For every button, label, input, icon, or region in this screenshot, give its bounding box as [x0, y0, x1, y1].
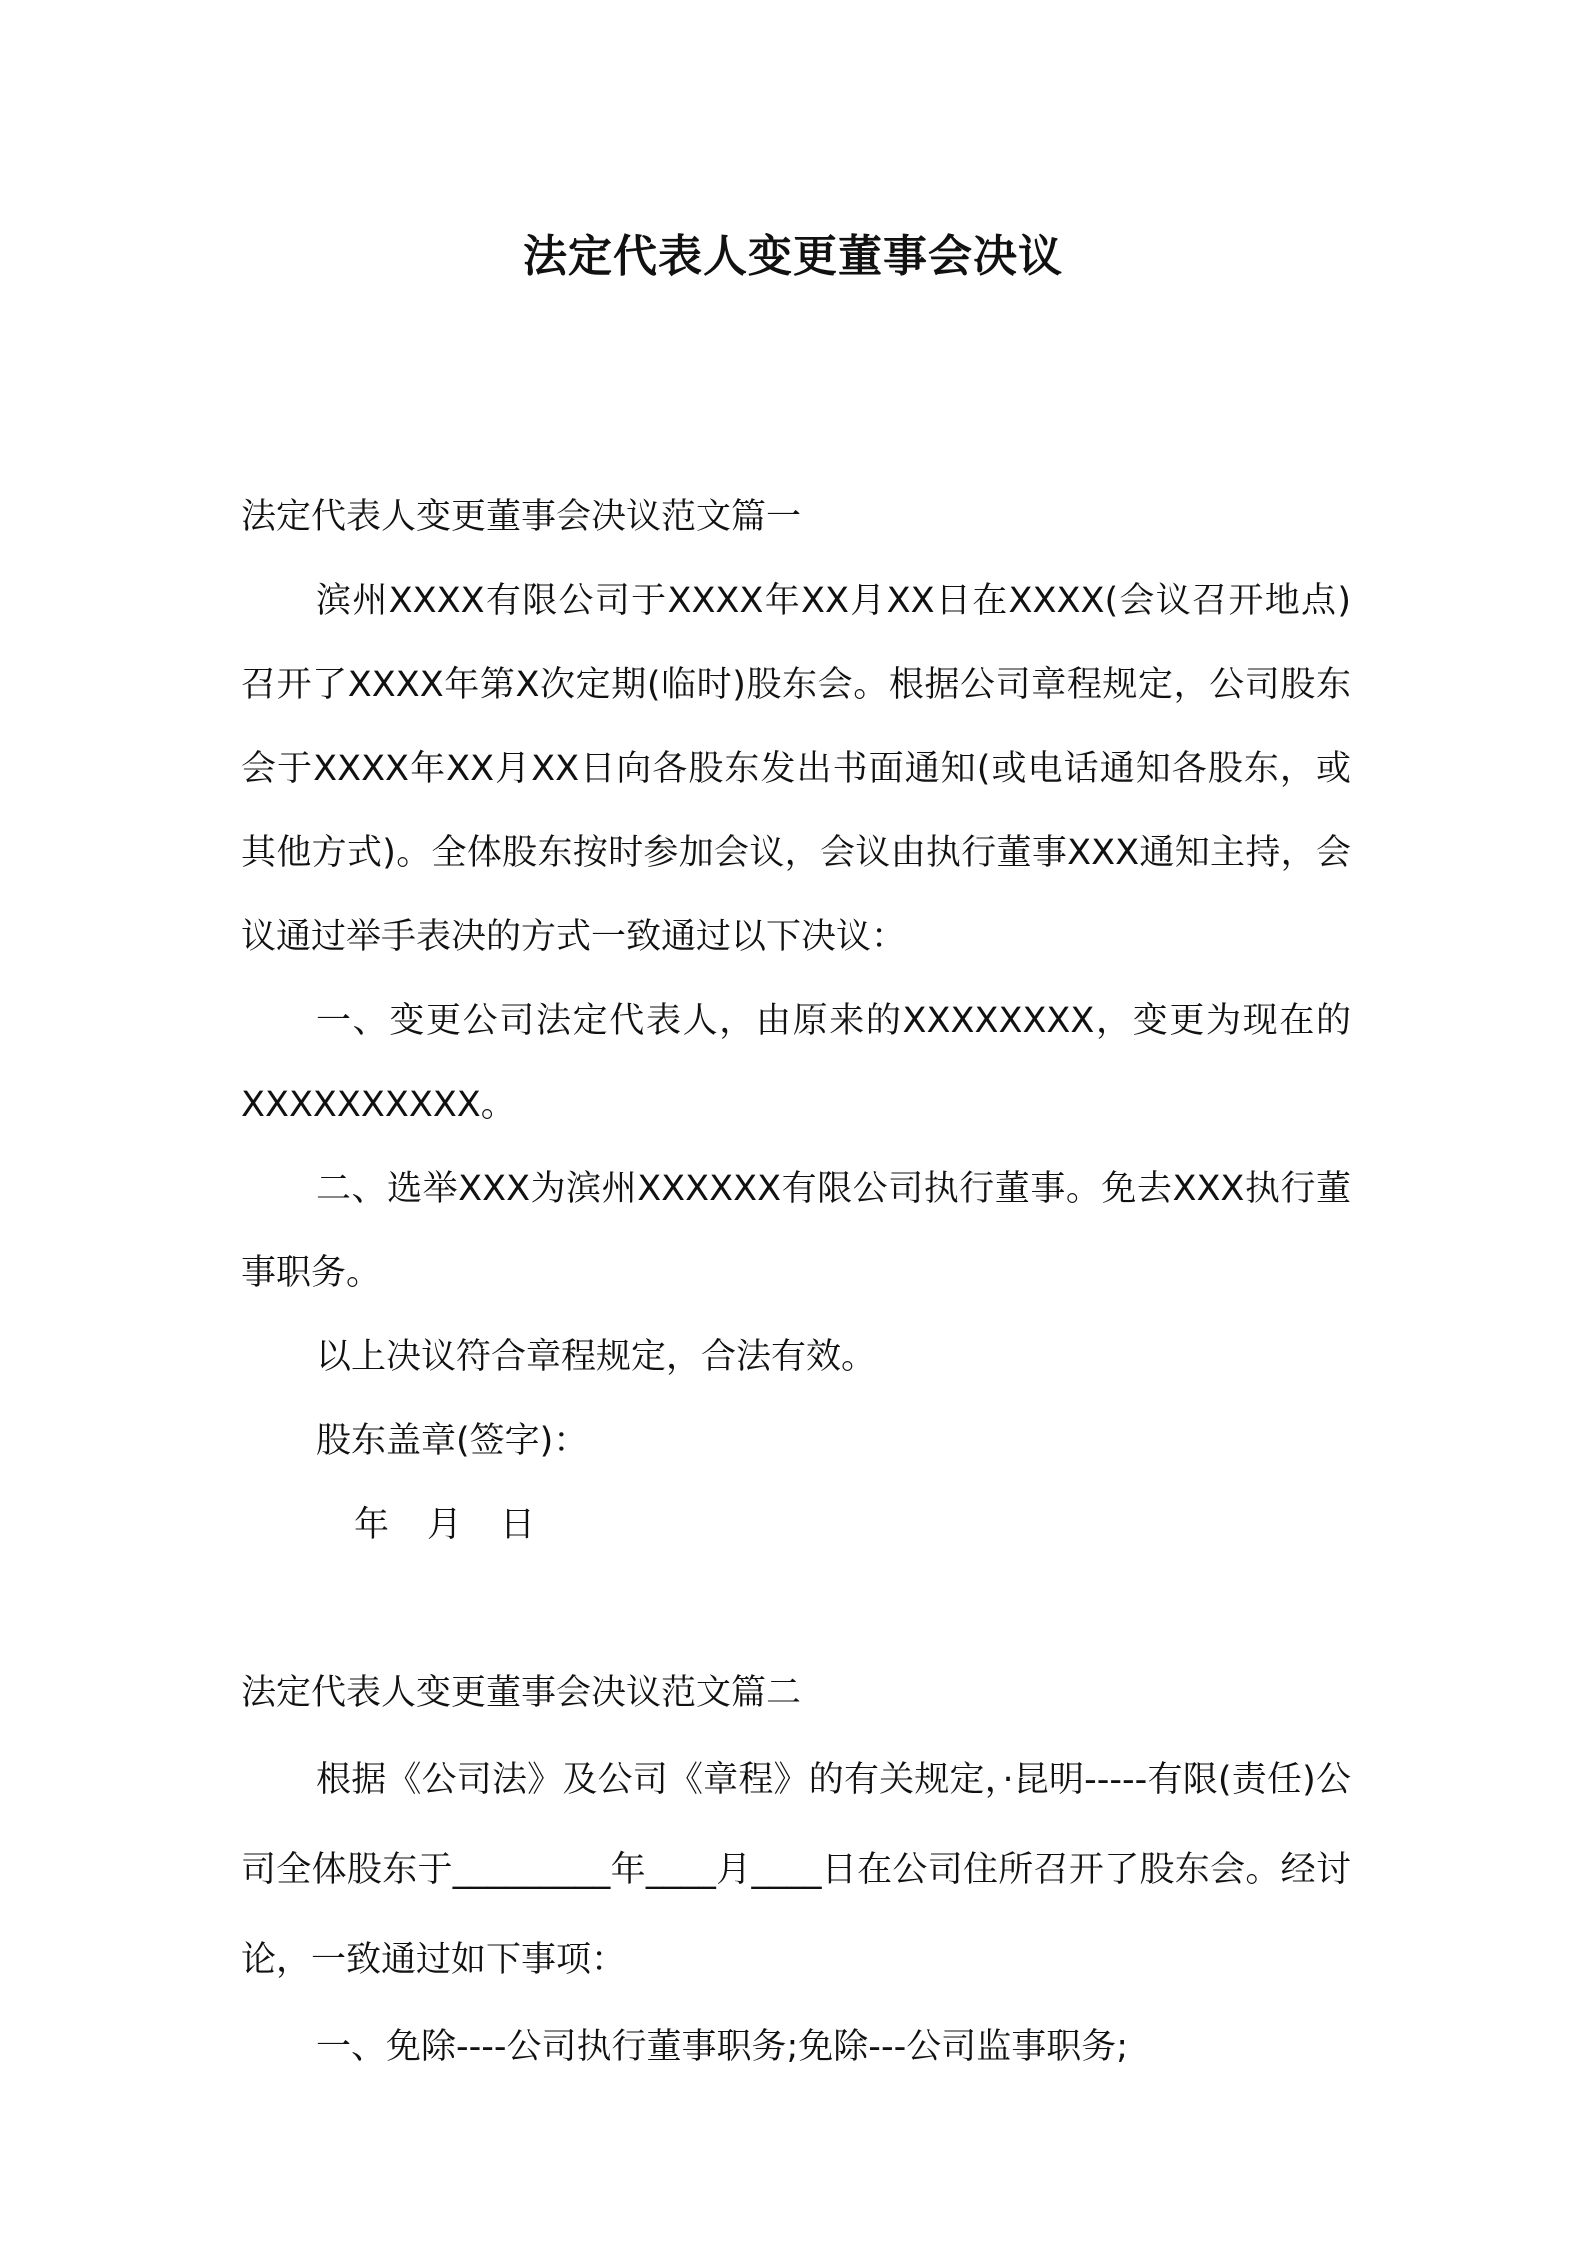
- section1-conclusion: 以上决议符合章程规定，合法有效。: [316, 1337, 877, 1377]
- section2-paragraph: 根据《公司法》及公司《章程》的有关规定，·昆明-----有限(责任)公司全体股东于_________年____月____日在公司住所召开了股东会。经讨论，一致通过如下事项：: [241, 1760, 1351, 1980]
- date-year-label: 年: [354, 1505, 390, 1545]
- document-title: 法定代表人变更董事会决议: [523, 231, 1063, 282]
- section1-item-2: 二、选举XXX为滨州XXXXXX有限公司执行董事。免去XXX执行董事职务。: [241, 1169, 1351, 1293]
- section2-heading: 法定代表人变更董事会决议范文篇二: [241, 1673, 802, 1713]
- section1-heading: 法定代表人变更董事会决议范文篇一: [241, 497, 802, 537]
- document-body: [241, 475, 1351, 2089]
- section1-signature-line: 股东盖章(签字)：: [316, 1421, 589, 1461]
- section2-item-1: 一、免除----公司执行董事职务;免除---公司监事职务;: [316, 2027, 1128, 2067]
- date-month-label: 月: [427, 1505, 463, 1545]
- date-day-label: 日: [500, 1505, 536, 1545]
- section1-date-line: [241, 1483, 1351, 1567]
- section1-paragraph: 滨州XXXX有限公司于XXXX年XX月XX日在XXXX(会议召开地点)召开了XXXX年第X次定期(临时)股东会。根据公司章程规定，公司股东会于XXXX年XX月XX日向各股东发出书面通知(或电话通知各股东，或其他方式)。全体股东按时参加会议，会议由执行董事XXX通知主持，会议通过举手表决的方式一致通过以下决议：: [241, 581, 1351, 957]
- section1-item-1: 一、变更公司法定代表人，由原来的XXXXXXXX，变更为现在的XXXXXXXXXX。: [241, 1001, 1351, 1125]
